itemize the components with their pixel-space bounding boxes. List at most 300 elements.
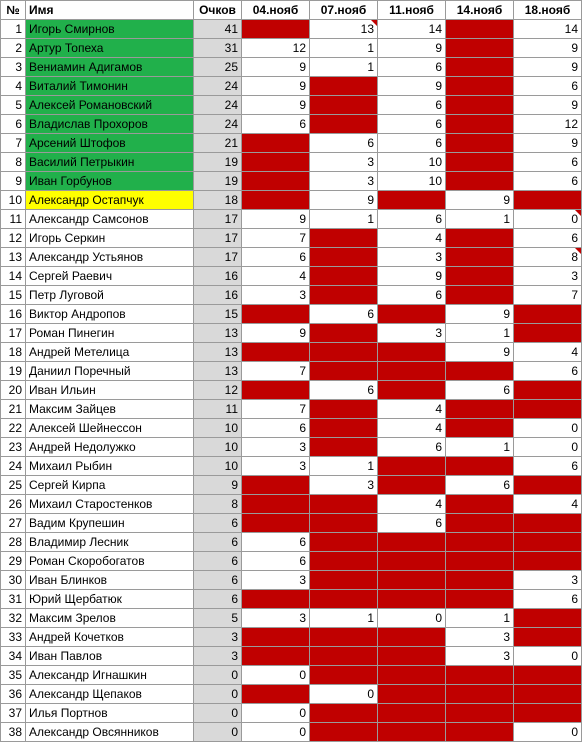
table-row xyxy=(1,514,582,533)
score-cell: 6 xyxy=(310,305,378,324)
row-number: 2 xyxy=(1,39,26,58)
header-date: 07.нояб xyxy=(310,1,378,20)
score-cell xyxy=(310,514,378,533)
row-number: 24 xyxy=(1,457,26,476)
score-cell xyxy=(514,324,582,343)
score-cell: 6 xyxy=(378,115,446,134)
score-cell xyxy=(446,419,514,438)
player-points: 19 xyxy=(194,172,242,191)
score-cell xyxy=(378,381,446,400)
score-cell: 0 xyxy=(514,419,582,438)
score-cell: 1 xyxy=(310,58,378,77)
score-cell xyxy=(242,514,310,533)
score-cell xyxy=(242,305,310,324)
score-cell xyxy=(310,77,378,96)
player-name: Иван Ильин xyxy=(26,381,194,400)
score-cell xyxy=(310,96,378,115)
score-cell xyxy=(446,495,514,514)
score-cell: 7 xyxy=(514,286,582,305)
table-row xyxy=(1,96,582,115)
row-number: 33 xyxy=(1,628,26,647)
table-row xyxy=(1,552,582,571)
player-name: Роман Пинегин xyxy=(26,324,194,343)
player-name: Вениамин Адигамов xyxy=(26,58,194,77)
score-cell: 0 xyxy=(242,704,310,723)
score-cell: 6 xyxy=(446,476,514,495)
table-row xyxy=(1,362,582,381)
player-name: Даниил Поречный xyxy=(26,362,194,381)
player-name: Петр Луговой xyxy=(26,286,194,305)
score-cell: 6 xyxy=(514,153,582,172)
score-cell xyxy=(446,20,514,39)
row-number: 23 xyxy=(1,438,26,457)
score-cell xyxy=(378,571,446,590)
player-name: Александр Щепаков xyxy=(26,685,194,704)
score-cell xyxy=(242,590,310,609)
score-cell: 6 xyxy=(514,172,582,191)
player-points: 25 xyxy=(194,58,242,77)
score-cell xyxy=(446,685,514,704)
table-row xyxy=(1,571,582,590)
score-cell xyxy=(242,476,310,495)
score-cell xyxy=(310,704,378,723)
player-points: 9 xyxy=(194,476,242,495)
score-cell: 9 xyxy=(446,191,514,210)
header-date: 04.нояб xyxy=(242,1,310,20)
score-cell xyxy=(378,476,446,495)
player-points: 0 xyxy=(194,704,242,723)
score-cell xyxy=(514,305,582,324)
table-row xyxy=(1,115,582,134)
score-cell xyxy=(310,324,378,343)
score-cell: 10 xyxy=(378,153,446,172)
table-row xyxy=(1,191,582,210)
score-cell xyxy=(446,552,514,571)
table-row xyxy=(1,286,582,305)
score-cell: 7 xyxy=(242,362,310,381)
score-cell xyxy=(310,495,378,514)
score-cell: 6 xyxy=(242,533,310,552)
player-name: Игорь Серкин xyxy=(26,229,194,248)
score-cell: 3 xyxy=(242,609,310,628)
score-cell xyxy=(378,590,446,609)
score-cell xyxy=(446,457,514,476)
table-row xyxy=(1,495,582,514)
score-cell xyxy=(514,533,582,552)
score-cell xyxy=(378,362,446,381)
player-name: Артур Топеха xyxy=(26,39,194,58)
score-cell xyxy=(514,514,582,533)
score-cell xyxy=(378,457,446,476)
player-points: 31 xyxy=(194,39,242,58)
score-cell xyxy=(446,400,514,419)
player-name: Роман Скоробогатов xyxy=(26,552,194,571)
score-cell xyxy=(310,552,378,571)
row-number: 6 xyxy=(1,115,26,134)
score-cell xyxy=(514,191,582,210)
header-date: 11.нояб xyxy=(378,1,446,20)
player-points: 24 xyxy=(194,77,242,96)
row-number: 10 xyxy=(1,191,26,210)
row-number: 17 xyxy=(1,324,26,343)
player-points: 24 xyxy=(194,115,242,134)
score-cell: 12 xyxy=(514,115,582,134)
player-name: Сергей Кирпа xyxy=(26,476,194,495)
player-points: 17 xyxy=(194,210,242,229)
score-cell: 6 xyxy=(378,286,446,305)
table-row xyxy=(1,609,582,628)
table-row xyxy=(1,628,582,647)
player-points: 10 xyxy=(194,419,242,438)
score-cell xyxy=(378,552,446,571)
score-cell: 1 xyxy=(446,324,514,343)
player-points: 17 xyxy=(194,248,242,267)
header-name: Имя xyxy=(26,1,194,20)
score-cell: 9 xyxy=(242,96,310,115)
player-name: Андрей Недолужко xyxy=(26,438,194,457)
score-cell xyxy=(310,647,378,666)
player-name: Александр Овсянников xyxy=(26,723,194,742)
score-cell xyxy=(446,533,514,552)
score-cell: 4 xyxy=(378,419,446,438)
row-number: 3 xyxy=(1,58,26,77)
player-name: Алексей Романовский xyxy=(26,96,194,115)
row-number: 34 xyxy=(1,647,26,666)
row-number: 7 xyxy=(1,134,26,153)
score-cell: 9 xyxy=(242,58,310,77)
score-cell xyxy=(446,96,514,115)
score-cell: 6 xyxy=(514,362,582,381)
player-points: 5 xyxy=(194,609,242,628)
table-row xyxy=(1,476,582,495)
score-cell: 13 xyxy=(310,20,378,39)
score-cell: 9 xyxy=(514,134,582,153)
player-name: Виталий Тимонин xyxy=(26,77,194,96)
score-cell: 4 xyxy=(378,229,446,248)
score-cell xyxy=(446,153,514,172)
score-cell xyxy=(242,495,310,514)
score-cell: 3 xyxy=(310,153,378,172)
row-number: 28 xyxy=(1,533,26,552)
score-cell: 3 xyxy=(242,438,310,457)
score-cell xyxy=(310,419,378,438)
score-cell xyxy=(242,685,310,704)
row-number: 32 xyxy=(1,609,26,628)
score-cell: 9 xyxy=(378,39,446,58)
player-points: 10 xyxy=(194,438,242,457)
player-name: Иван Блинков xyxy=(26,571,194,590)
score-cell xyxy=(310,628,378,647)
score-cell: 0 xyxy=(514,438,582,457)
player-points: 6 xyxy=(194,533,242,552)
score-cell: 0 xyxy=(514,210,582,229)
score-cell: 3 xyxy=(446,647,514,666)
player-name: Максим Зайцев xyxy=(26,400,194,419)
table-row xyxy=(1,438,582,457)
row-number: 16 xyxy=(1,305,26,324)
score-cell xyxy=(446,571,514,590)
row-number: 19 xyxy=(1,362,26,381)
score-cell: 6 xyxy=(514,590,582,609)
score-cell xyxy=(310,400,378,419)
score-cell: 9 xyxy=(378,267,446,286)
player-name: Вадим Крупешин xyxy=(26,514,194,533)
row-number: 4 xyxy=(1,77,26,96)
score-cell xyxy=(446,58,514,77)
score-cell xyxy=(242,381,310,400)
header-points: Очков xyxy=(194,1,242,20)
score-cell xyxy=(378,191,446,210)
score-cell: 4 xyxy=(378,495,446,514)
player-points: 0 xyxy=(194,723,242,742)
score-cell: 6 xyxy=(242,248,310,267)
score-cell: 6 xyxy=(514,457,582,476)
score-cell: 9 xyxy=(514,39,582,58)
row-number: 14 xyxy=(1,267,26,286)
table-row xyxy=(1,77,582,96)
table-row xyxy=(1,153,582,172)
score-cell xyxy=(242,343,310,362)
score-cell xyxy=(310,571,378,590)
score-cell: 9 xyxy=(242,324,310,343)
score-cell: 6 xyxy=(378,514,446,533)
score-cell xyxy=(446,723,514,742)
table-row xyxy=(1,666,582,685)
score-cell: 3 xyxy=(310,476,378,495)
score-cell xyxy=(242,153,310,172)
row-number: 13 xyxy=(1,248,26,267)
score-cell: 9 xyxy=(446,343,514,362)
player-name: Михаил Старостенков xyxy=(26,495,194,514)
table-header xyxy=(1,1,582,20)
player-points: 0 xyxy=(194,685,242,704)
player-name: Виктор Андропов xyxy=(26,305,194,324)
score-cell: 9 xyxy=(378,77,446,96)
player-name: Арсений Штофов xyxy=(26,134,194,153)
table-row xyxy=(1,20,582,39)
score-cell xyxy=(242,191,310,210)
row-number: 31 xyxy=(1,590,26,609)
score-cell: 0 xyxy=(378,609,446,628)
header-number: № xyxy=(1,1,26,20)
score-cell: 6 xyxy=(514,77,582,96)
score-cell: 14 xyxy=(378,20,446,39)
table-row xyxy=(1,533,582,552)
player-points: 24 xyxy=(194,96,242,115)
score-cell: 0 xyxy=(242,666,310,685)
score-cell xyxy=(514,609,582,628)
score-cell xyxy=(378,666,446,685)
row-number: 27 xyxy=(1,514,26,533)
score-cell: 7 xyxy=(242,400,310,419)
player-name: Андрей Кочетков xyxy=(26,628,194,647)
score-cell: 1 xyxy=(446,210,514,229)
player-name: Алексей Шейнессон xyxy=(26,419,194,438)
row-number: 35 xyxy=(1,666,26,685)
player-points: 0 xyxy=(194,666,242,685)
score-cell xyxy=(446,590,514,609)
row-number: 11 xyxy=(1,210,26,229)
score-cell: 9 xyxy=(514,58,582,77)
score-cell xyxy=(514,628,582,647)
table-row xyxy=(1,343,582,362)
player-name: Александр Игнашкин xyxy=(26,666,194,685)
score-cell: 0 xyxy=(242,723,310,742)
score-cell xyxy=(514,666,582,685)
score-cell: 1 xyxy=(310,609,378,628)
score-cell: 6 xyxy=(310,381,378,400)
player-points: 17 xyxy=(194,229,242,248)
score-cell: 12 xyxy=(242,39,310,58)
score-cell: 14 xyxy=(514,20,582,39)
score-cell xyxy=(378,343,446,362)
player-points: 10 xyxy=(194,457,242,476)
player-points: 18 xyxy=(194,191,242,210)
table-row xyxy=(1,590,582,609)
row-number: 20 xyxy=(1,381,26,400)
table-row xyxy=(1,229,582,248)
player-name: Сергей Раевич xyxy=(26,267,194,286)
score-cell xyxy=(310,115,378,134)
score-cell: 6 xyxy=(378,134,446,153)
row-number: 26 xyxy=(1,495,26,514)
player-name: Максим Зрелов xyxy=(26,609,194,628)
score-cell xyxy=(378,685,446,704)
row-number: 9 xyxy=(1,172,26,191)
score-cell xyxy=(514,552,582,571)
table-row xyxy=(1,39,582,58)
player-name: Владислав Прохоров xyxy=(26,115,194,134)
row-number: 25 xyxy=(1,476,26,495)
player-name: Василий Петрыкин xyxy=(26,153,194,172)
score-cell xyxy=(242,20,310,39)
score-cell: 4 xyxy=(242,267,310,286)
table-row xyxy=(1,267,582,286)
player-points: 16 xyxy=(194,267,242,286)
player-points: 12 xyxy=(194,381,242,400)
header-row xyxy=(1,1,582,20)
score-cell: 9 xyxy=(514,96,582,115)
score-cell xyxy=(446,229,514,248)
player-points: 21 xyxy=(194,134,242,153)
score-cell: 9 xyxy=(310,191,378,210)
score-cell: 3 xyxy=(310,172,378,191)
player-name: Александр Устьянов xyxy=(26,248,194,267)
player-points: 3 xyxy=(194,647,242,666)
score-cell: 3 xyxy=(242,571,310,590)
score-cell: 4 xyxy=(514,343,582,362)
row-number: 18 xyxy=(1,343,26,362)
score-cell: 6 xyxy=(514,229,582,248)
score-cell: 6 xyxy=(378,438,446,457)
score-cell xyxy=(310,590,378,609)
player-points: 6 xyxy=(194,571,242,590)
score-cell xyxy=(446,248,514,267)
row-number: 30 xyxy=(1,571,26,590)
score-cell: 3 xyxy=(378,248,446,267)
score-cell xyxy=(446,514,514,533)
table-body xyxy=(1,20,582,742)
player-points: 13 xyxy=(194,362,242,381)
score-cell: 3 xyxy=(514,571,582,590)
score-cell xyxy=(446,172,514,191)
score-cell: 6 xyxy=(242,552,310,571)
table-row xyxy=(1,457,582,476)
table-row xyxy=(1,704,582,723)
score-cell xyxy=(514,685,582,704)
score-cell: 4 xyxy=(514,495,582,514)
row-number: 38 xyxy=(1,723,26,742)
player-name: Владимир Лесник xyxy=(26,533,194,552)
score-cell: 6 xyxy=(310,134,378,153)
score-cell: 3 xyxy=(378,324,446,343)
score-cell xyxy=(446,39,514,58)
score-cell: 1 xyxy=(310,457,378,476)
score-cell xyxy=(242,134,310,153)
score-cell xyxy=(446,267,514,286)
row-number: 21 xyxy=(1,400,26,419)
score-cell xyxy=(242,172,310,191)
score-cell xyxy=(310,362,378,381)
score-cell: 8 xyxy=(514,248,582,267)
score-cell: 10 xyxy=(378,172,446,191)
score-cell xyxy=(310,286,378,305)
score-cell: 6 xyxy=(242,115,310,134)
table-row xyxy=(1,723,582,742)
score-cell: 9 xyxy=(242,210,310,229)
score-cell: 9 xyxy=(446,305,514,324)
score-cell xyxy=(446,77,514,96)
table-row xyxy=(1,58,582,77)
row-number: 12 xyxy=(1,229,26,248)
score-cell xyxy=(242,647,310,666)
player-points: 15 xyxy=(194,305,242,324)
score-cell xyxy=(310,533,378,552)
player-name: Илья Портнов xyxy=(26,704,194,723)
score-cell: 7 xyxy=(242,229,310,248)
score-cell: 0 xyxy=(514,723,582,742)
player-name: Александр Остапчук xyxy=(26,191,194,210)
row-number: 8 xyxy=(1,153,26,172)
score-cell xyxy=(310,666,378,685)
score-cell xyxy=(446,115,514,134)
player-points: 6 xyxy=(194,552,242,571)
score-cell xyxy=(310,267,378,286)
row-number: 22 xyxy=(1,419,26,438)
score-cell xyxy=(378,628,446,647)
score-cell xyxy=(378,704,446,723)
score-cell: 3 xyxy=(242,286,310,305)
player-points: 19 xyxy=(194,153,242,172)
table-row xyxy=(1,210,582,229)
score-cell xyxy=(310,343,378,362)
score-cell: 3 xyxy=(242,457,310,476)
score-cell: 3 xyxy=(446,628,514,647)
table-row xyxy=(1,134,582,153)
score-cell xyxy=(514,400,582,419)
row-number: 5 xyxy=(1,96,26,115)
player-name: Юрий Щербатюк xyxy=(26,590,194,609)
player-points: 3 xyxy=(194,628,242,647)
score-cell xyxy=(378,305,446,324)
score-cell: 6 xyxy=(378,58,446,77)
score-cell: 1 xyxy=(310,39,378,58)
score-cell: 0 xyxy=(310,685,378,704)
score-cell xyxy=(514,476,582,495)
table-row xyxy=(1,685,582,704)
player-name: Иван Павлов xyxy=(26,647,194,666)
player-points: 11 xyxy=(194,400,242,419)
